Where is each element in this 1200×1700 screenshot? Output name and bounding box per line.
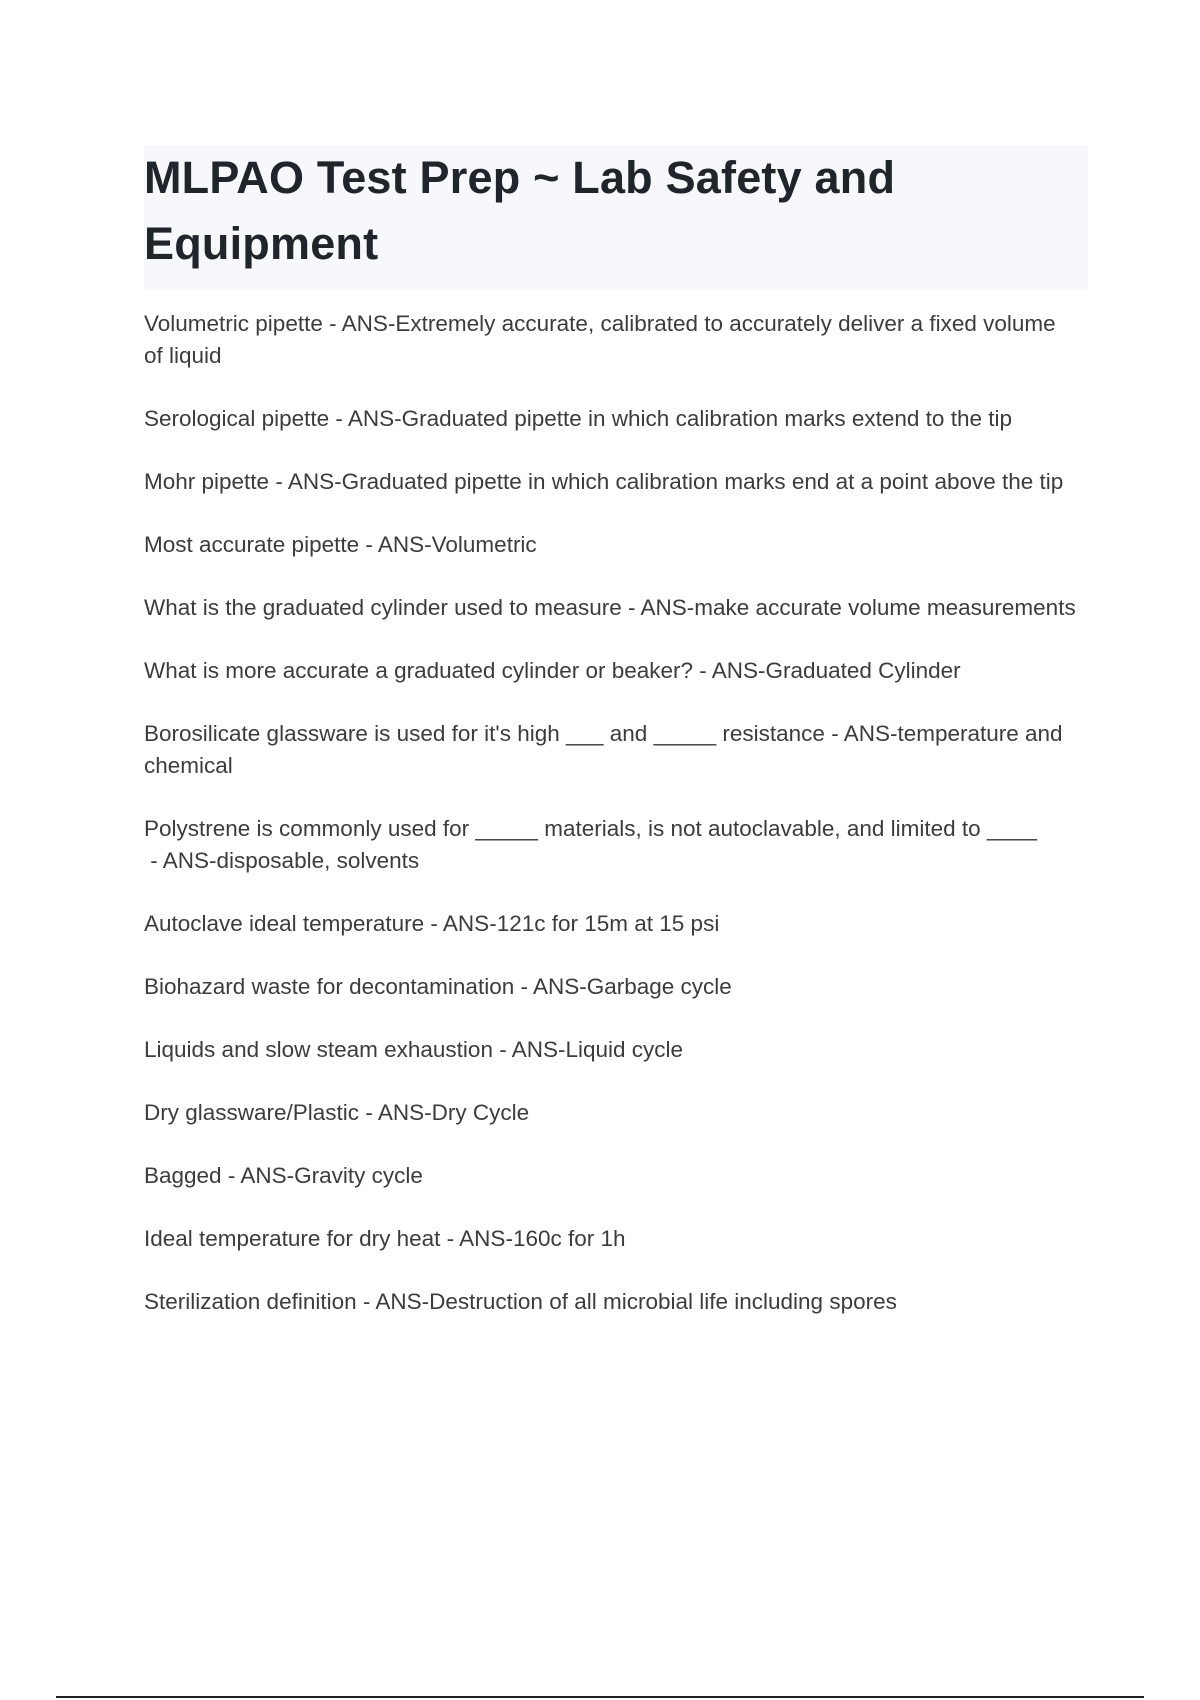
qa-item	[144, 308, 1088, 372]
qa-item	[144, 655, 1088, 687]
answer-prefix: - ANS-	[359, 1100, 432, 1125]
answer-prefix: - ANS-	[269, 469, 342, 494]
answer-prefix: - ANS-	[824, 721, 898, 746]
answer-prefix: - ANS-	[424, 911, 497, 936]
qa-term: Bagged	[144, 1163, 222, 1188]
page-title: MLPAO Test Prep ~ Lab Safety and Equipment	[144, 152, 896, 269]
qa-answer: disposable, solvents	[216, 848, 420, 873]
qa-item	[144, 718, 1088, 782]
qa-answer: Graduated pipette in which calibration marks extend to the tip	[401, 406, 1012, 431]
qa-term: Autoclave ideal temperature	[144, 911, 425, 936]
answer-prefix: - ANS-	[221, 1163, 295, 1188]
qa-item	[144, 971, 1088, 1003]
answer-prefix: - ANS-	[693, 658, 766, 683]
qa-answer: Extremely accurate, calibrated to accurately deliver a fixed volume of liquid	[144, 311, 1056, 368]
qa-term: Borosilicate glassware is used for it's high ___ and _____ resistance	[144, 721, 825, 746]
qa-item	[144, 1097, 1088, 1129]
qa-answer: temperature and chemical	[144, 721, 1063, 778]
answer-prefix: - ANS-	[514, 974, 587, 999]
qa-answer: Garbage cycle	[586, 974, 732, 999]
qa-term: Biohazard waste for decontamination	[144, 974, 515, 999]
qa-item	[144, 1160, 1088, 1192]
qa-answer: 160c for 1h	[512, 1226, 626, 1251]
answer-prefix: - ANS-	[356, 1289, 430, 1314]
page-bottom-rule	[56, 1696, 1144, 1698]
qa-term: Ideal temperature for dry heat	[144, 1226, 441, 1251]
qa-item	[144, 529, 1088, 561]
answer-prefix: - ANS-	[492, 1037, 566, 1062]
qa-answer: Graduated Cylinder	[765, 658, 961, 683]
qa-term: Polystrene is commonly used for _____ materials, is not autoclavable, and limited to ____	[144, 816, 1037, 841]
qa-item	[144, 466, 1088, 498]
answer-prefix: - ANS-	[440, 1226, 513, 1251]
qa-answer: Dry Cycle	[431, 1100, 530, 1125]
qa-term: Sterilization definition	[144, 1289, 357, 1314]
qa-term: Most accurate pipette	[144, 532, 360, 557]
title-block	[144, 145, 1088, 289]
answer-prefix: - ANS-	[144, 848, 217, 873]
qa-answer: Gravity cycle	[294, 1163, 423, 1188]
qa-answer: make accurate volume measurements	[694, 595, 1076, 620]
qa-answer: Liquid cycle	[565, 1037, 684, 1062]
qa-term: Dry glassware/Plastic	[144, 1100, 360, 1125]
qa-answer: 121c for 15m at 15 psi	[496, 911, 720, 936]
answer-prefix: - ANS-	[359, 532, 432, 557]
qa-list	[144, 308, 1088, 1349]
qa-term: Volumetric pipette	[144, 311, 323, 336]
answer-prefix: - ANS-	[621, 595, 695, 620]
qa-item	[144, 403, 1088, 435]
qa-term: Serological pipette	[144, 406, 330, 431]
qa-item	[144, 1286, 1088, 1318]
qa-item	[144, 1223, 1088, 1255]
qa-item	[144, 592, 1088, 624]
qa-item	[144, 1034, 1088, 1066]
qa-term: What is the graduated cylinder used to measure	[144, 595, 622, 620]
qa-term: Mohr pipette	[144, 469, 270, 494]
qa-item	[144, 908, 1088, 940]
qa-answer: Graduated pipette in which calibration marks end at a point above the tip	[341, 469, 1064, 494]
answer-prefix: - ANS-	[322, 311, 396, 336]
qa-term: What is more accurate a graduated cylinder or beaker?	[144, 658, 694, 683]
qa-term: Liquids and slow steam exhaustion	[144, 1037, 493, 1062]
answer-prefix: - ANS-	[329, 406, 402, 431]
qa-answer: Destruction of all microbial life including spores	[429, 1289, 897, 1314]
qa-answer: Volumetric	[431, 532, 537, 557]
qa-item	[144, 813, 1088, 877]
